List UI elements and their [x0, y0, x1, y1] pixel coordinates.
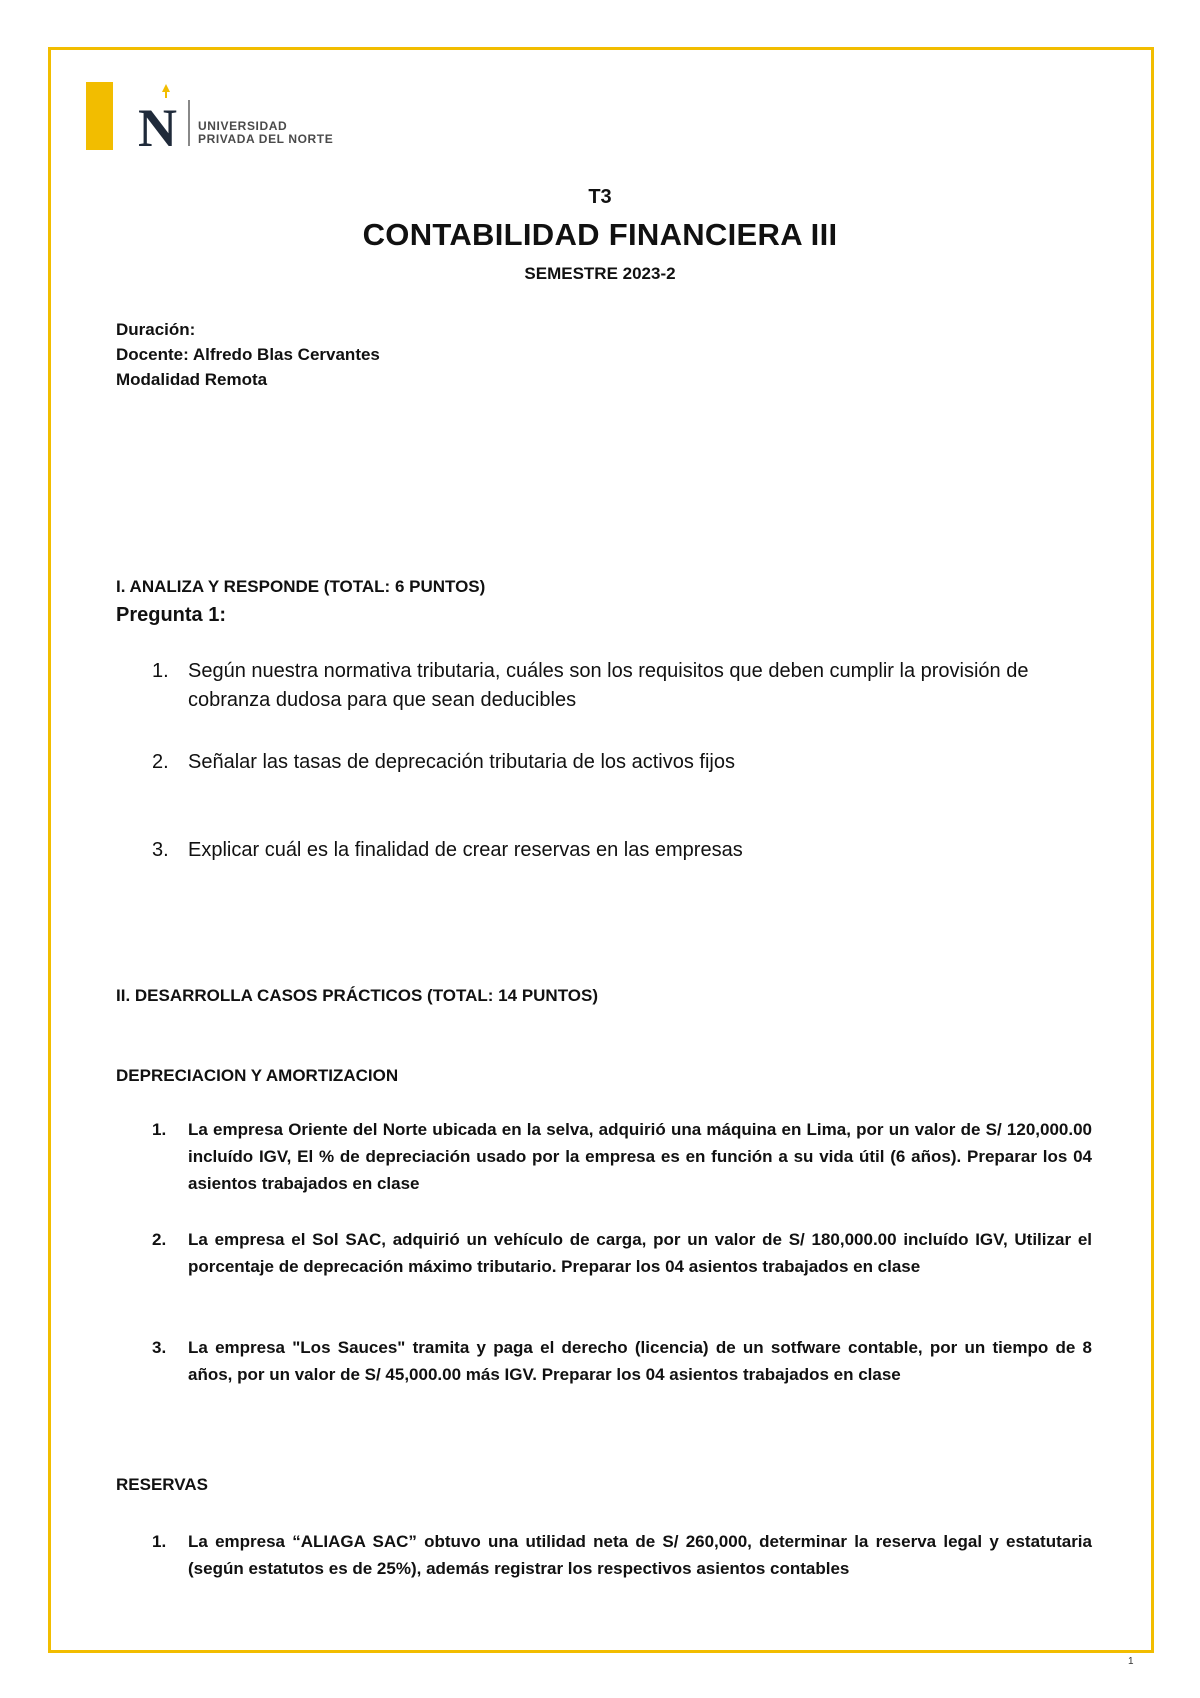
section1-heading: I. ANALIZA Y RESPONDE (TOTAL: 6 PUNTOS)	[116, 577, 486, 596]
case-number: 2.	[152, 1230, 167, 1249]
depreciation-heading: DEPRECIACION Y AMORTIZACION	[116, 1066, 399, 1085]
case-text: La empresa el Sol SAC, adquirió un vehículo de carga, por un valor de S/ 180,000.00 incluído IGV, Utilizar el porcentaje de deprecación máximo tributario. Preparar los 04 asientos trabajados en clase	[188, 1230, 1092, 1276]
reserves-heading: RESERVAS	[116, 1475, 208, 1494]
document-code: T3	[588, 186, 612, 208]
case-text: La empresa Oriente del Norte ubicada en la selva, adquirió una máquina en Lima, por un valor de S/ 120,000.00 incluído IGV, El % de depreciación usado por la empresa es en función a su vida útil (6 años). Preparar los 04 asientos trabajados en clase	[188, 1120, 1092, 1193]
page-number: 1	[1128, 1656, 1134, 1667]
question-text: Según nuestra normativa tributaria, cuáles son los requisitos que deben cumplir la provisión de cobranza dudosa para que sean deducibles	[188, 660, 1029, 711]
case-text: La empresa “ALIAGA SAC” obtuvo una utilidad neta de S/ 260,000, determinar la reserva legal y estatutaria (según estatutos es de 25%), además registrar los respectivos asientos contables	[188, 1532, 1092, 1578]
section2-heading: II. DESARROLLA CASOS PRÁCTICOS (TOTAL: 14 PUNTOS)	[116, 986, 599, 1005]
question-text: Señalar las tasas de deprecación tributaria de los activos fijos	[188, 751, 735, 773]
logo-text-line2: PRIVADA DEL NORTE	[198, 132, 334, 146]
question-number: 2.	[152, 751, 169, 773]
logo-n-emblem	[136, 82, 194, 150]
teacher-label: Docente: Alfredo Blas Cervantes	[116, 345, 380, 364]
document-title: CONTABILIDAD FINANCIERA III	[362, 217, 838, 252]
question-number: 1.	[152, 660, 169, 682]
duration-label: Duración:	[116, 320, 196, 339]
svg-text:N: N	[138, 98, 177, 150]
question-number: 3.	[152, 839, 169, 861]
logo-wordmark	[198, 120, 333, 146]
meta-block	[116, 317, 380, 392]
modality-label: Modalidad Remota	[116, 370, 268, 389]
logo-text-line1: UNIVERSIDAD	[198, 119, 288, 133]
question-text: Explicar cuál es la finalidad de crear reservas en las empresas	[188, 839, 743, 861]
semester-label: SEMESTRE 2023-2	[524, 264, 676, 283]
section1-subheading: Pregunta 1:	[116, 604, 227, 626]
case-number: 3.	[152, 1338, 167, 1357]
case-number: 1.	[152, 1120, 167, 1139]
case-number: 1.	[152, 1532, 167, 1551]
case-text: La empresa "Los Sauces" tramita y paga el derecho (licencia) de un sotfware contable, por un tiempo de 8 años, por un valor de S/ 45,000.00 más IGV. Preparar los 04 asientos trabajados en clase	[188, 1338, 1092, 1384]
logo-yellow-bar	[86, 82, 113, 150]
